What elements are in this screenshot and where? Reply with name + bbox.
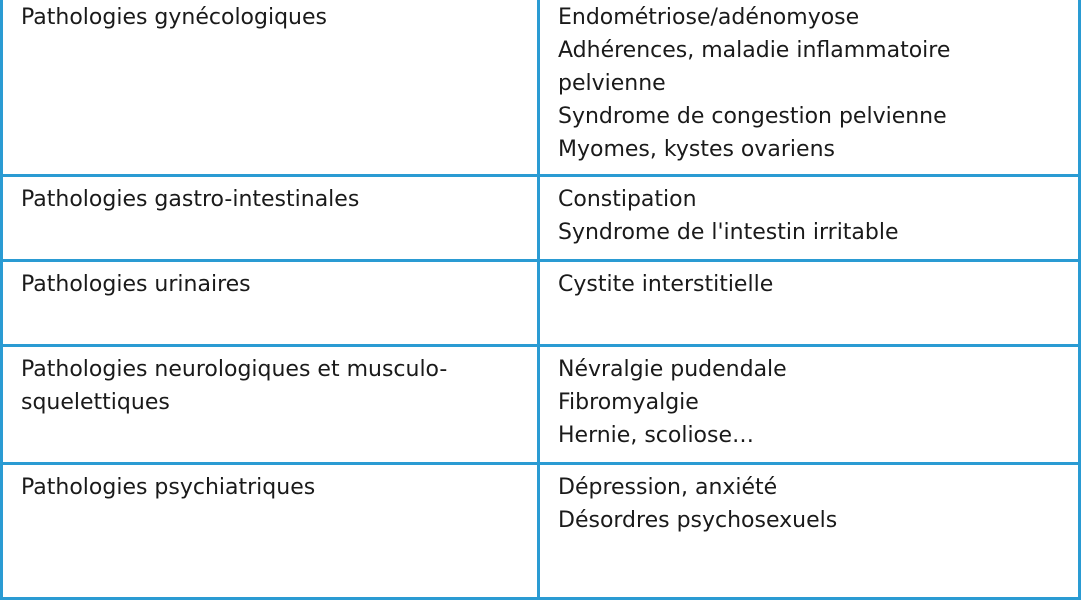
table-row [2, 0, 1080, 176]
list-item: Hernie, scoliose… [558, 423, 755, 448]
category-cell [2, 261, 539, 346]
items-cell [539, 0, 1080, 176]
category-cell [2, 464, 539, 599]
category-label: Pathologies psychiatriques [21, 475, 316, 500]
items-cell [539, 176, 1080, 261]
category-label: Pathologies gynécologiques [21, 5, 328, 30]
items-cell [539, 346, 1080, 464]
category-label: Pathologies gastro-intestinales [21, 187, 360, 212]
table-row [2, 176, 1080, 261]
category-label: Pathologies urinaires [21, 272, 251, 297]
category-cell [2, 346, 539, 464]
table-row [2, 261, 1080, 346]
list-item: Syndrome de l'intestin irritable [558, 220, 899, 245]
category-cell [2, 0, 539, 176]
category-cell [2, 176, 539, 261]
list-item: Dépression, anxiété [558, 475, 778, 500]
list-item: Cystite interstitielle [558, 272, 774, 297]
category-label: Pathologies neurologiques et musculo-squelettiques [21, 357, 448, 415]
items-cell [539, 261, 1080, 346]
list-item: Endométriose/adénomyose [558, 5, 860, 30]
list-item: Myomes, kystes ovariens [558, 137, 835, 162]
table-row [2, 464, 1080, 599]
list-item: Constipation [558, 187, 697, 212]
list-item: Fibromyalgie [558, 390, 699, 415]
list-item: Névralgie pudendale [558, 357, 787, 382]
list-item: Désordres psychosexuels [558, 508, 838, 533]
list-item: Syndrome de congestion pelvienne [558, 104, 947, 129]
table-row [2, 346, 1080, 464]
items-cell [539, 464, 1080, 599]
list-item: Adhérences, maladie inflammatoire pelvienne [558, 38, 951, 96]
